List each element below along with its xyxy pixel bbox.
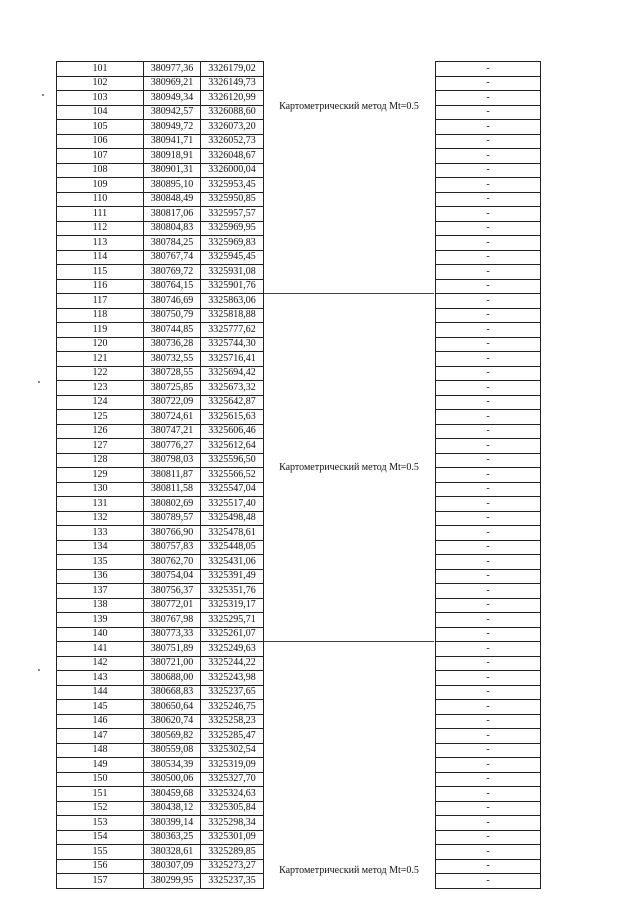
- point-number-cell: 130: [57, 482, 144, 497]
- x-coordinate-cell: 380688,00: [144, 671, 201, 686]
- x-coordinate-cell: 380767,74: [144, 250, 201, 265]
- x-coordinate-cell: 380725,85: [144, 381, 201, 396]
- coordinates-table: [56, 61, 541, 889]
- y-coordinate-cell: 3325945,45: [201, 250, 264, 265]
- point-number-cell: 129: [57, 468, 144, 483]
- point-number-cell: 117: [57, 294, 144, 309]
- point-number-cell: 111: [57, 207, 144, 222]
- dash-cell: -: [436, 801, 541, 816]
- x-coordinate-cell: 380744,85: [144, 323, 201, 338]
- x-coordinate-cell: 380534,39: [144, 758, 201, 773]
- method-cell: [264, 62, 435, 294]
- dash-cell: -: [436, 337, 541, 352]
- dash-cell: -: [436, 816, 541, 831]
- scan-speck: [42, 94, 44, 96]
- dash-cell: -: [436, 830, 541, 845]
- y-coordinate-cell: 3325744,30: [201, 337, 264, 352]
- method-label: Картометрический метод Mt=0.5: [279, 100, 419, 112]
- dash-cell: -: [436, 743, 541, 758]
- point-number-cell: 108: [57, 163, 144, 178]
- point-number-cell: 140: [57, 627, 144, 642]
- point-number-cell: 109: [57, 178, 144, 193]
- point-number-cell: 113: [57, 236, 144, 251]
- x-coordinate-cell: 380764,15: [144, 279, 201, 294]
- x-coordinate-cell: 380942,57: [144, 105, 201, 120]
- dash-cell: -: [436, 76, 541, 91]
- dash-cell: -: [436, 265, 541, 280]
- dash-cell: -: [436, 511, 541, 526]
- x-coordinate-cell: 380895,10: [144, 178, 201, 193]
- y-coordinate-cell: 3325298,34: [201, 816, 264, 831]
- y-coordinate-cell: 3325818,88: [201, 308, 264, 323]
- dash-cell: -: [436, 729, 541, 744]
- y-coordinate-cell: 3325243,98: [201, 671, 264, 686]
- y-coordinate-cell: 3326000,04: [201, 163, 264, 178]
- coordinates-table-body: [57, 62, 541, 889]
- y-coordinate-cell: 3325273,27: [201, 859, 264, 874]
- y-coordinate-cell: 3326120,99: [201, 91, 264, 106]
- x-coordinate-cell: 380363,25: [144, 830, 201, 845]
- point-number-cell: 155: [57, 845, 144, 860]
- x-coordinate-cell: 380728,55: [144, 366, 201, 381]
- dash-cell: -: [436, 874, 541, 889]
- point-number-cell: 139: [57, 613, 144, 628]
- x-coordinate-cell: 380949,34: [144, 91, 201, 106]
- point-number-cell: 148: [57, 743, 144, 758]
- y-coordinate-cell: 3325863,06: [201, 294, 264, 309]
- dash-cell: -: [436, 410, 541, 425]
- x-coordinate-cell: 380949,72: [144, 120, 201, 135]
- y-coordinate-cell: 3325694,42: [201, 366, 264, 381]
- dash-cell: -: [436, 236, 541, 251]
- point-number-cell: 107: [57, 149, 144, 164]
- dash-cell: -: [436, 758, 541, 773]
- dash-cell: -: [436, 366, 541, 381]
- dash-cell: -: [436, 569, 541, 584]
- point-number-cell: 122: [57, 366, 144, 381]
- point-number-cell: 114: [57, 250, 144, 265]
- y-coordinate-cell: 3325431,06: [201, 555, 264, 570]
- x-coordinate-cell: 380721,00: [144, 656, 201, 671]
- x-coordinate-cell: 380750,79: [144, 308, 201, 323]
- dash-cell: -: [436, 207, 541, 222]
- x-coordinate-cell: 380757,83: [144, 540, 201, 555]
- y-coordinate-cell: 3325391,49: [201, 569, 264, 584]
- point-number-cell: 116: [57, 279, 144, 294]
- y-coordinate-cell: 3325285,47: [201, 729, 264, 744]
- x-coordinate-cell: 380399,14: [144, 816, 201, 831]
- dash-cell: -: [436, 178, 541, 193]
- y-coordinate-cell: 3325950,85: [201, 192, 264, 207]
- dash-cell: -: [436, 134, 541, 149]
- dash-cell: -: [436, 250, 541, 265]
- y-coordinate-cell: 3325498,48: [201, 511, 264, 526]
- x-coordinate-cell: 380668,83: [144, 685, 201, 700]
- x-coordinate-cell: 380977,36: [144, 62, 201, 77]
- x-coordinate-cell: 380736,28: [144, 337, 201, 352]
- y-coordinate-cell: 3325642,87: [201, 395, 264, 410]
- point-number-cell: 110: [57, 192, 144, 207]
- y-coordinate-cell: 3326048,67: [201, 149, 264, 164]
- x-coordinate-cell: 380804,83: [144, 221, 201, 236]
- dash-cell: -: [436, 105, 541, 120]
- dash-cell: -: [436, 497, 541, 512]
- y-coordinate-cell: 3325901,76: [201, 279, 264, 294]
- table-row: [57, 62, 541, 77]
- point-number-cell: 147: [57, 729, 144, 744]
- dash-cell: -: [436, 598, 541, 613]
- dash-cell: -: [436, 120, 541, 135]
- y-coordinate-cell: 3325673,32: [201, 381, 264, 396]
- method-cell: [264, 294, 435, 642]
- dash-cell: -: [436, 613, 541, 628]
- dash-cell: -: [436, 642, 541, 657]
- dash-cell: -: [436, 439, 541, 454]
- dash-cell: -: [436, 540, 541, 555]
- y-coordinate-cell: 3325261,07: [201, 627, 264, 642]
- x-coordinate-cell: 380941,71: [144, 134, 201, 149]
- x-coordinate-cell: 380811,87: [144, 468, 201, 483]
- x-coordinate-cell: 380746,69: [144, 294, 201, 309]
- point-number-cell: 128: [57, 453, 144, 468]
- y-coordinate-cell: 3325327,70: [201, 772, 264, 787]
- y-coordinate-cell: 3325606,46: [201, 424, 264, 439]
- x-coordinate-cell: 380620,74: [144, 714, 201, 729]
- point-number-cell: 134: [57, 540, 144, 555]
- point-number-cell: 146: [57, 714, 144, 729]
- y-coordinate-cell: 3325319,17: [201, 598, 264, 613]
- point-number-cell: 154: [57, 830, 144, 845]
- y-coordinate-cell: 3325237,65: [201, 685, 264, 700]
- point-number-cell: 120: [57, 337, 144, 352]
- dash-cell: -: [436, 671, 541, 686]
- x-coordinate-cell: 380773,33: [144, 627, 201, 642]
- dash-cell: -: [436, 453, 541, 468]
- x-coordinate-cell: 380751,89: [144, 642, 201, 657]
- dash-cell: -: [436, 656, 541, 671]
- x-coordinate-cell: 380722,09: [144, 395, 201, 410]
- x-coordinate-cell: 380756,37: [144, 584, 201, 599]
- dash-cell: -: [436, 714, 541, 729]
- y-coordinate-cell: 3325249,63: [201, 642, 264, 657]
- x-coordinate-cell: 380969,21: [144, 76, 201, 91]
- point-number-cell: 151: [57, 787, 144, 802]
- point-number-cell: 157: [57, 874, 144, 889]
- y-coordinate-cell: 3325953,45: [201, 178, 264, 193]
- y-coordinate-cell: 3326179,02: [201, 62, 264, 77]
- point-number-cell: 144: [57, 685, 144, 700]
- y-coordinate-cell: 3325931,08: [201, 265, 264, 280]
- y-coordinate-cell: 3325319,09: [201, 758, 264, 773]
- point-number-cell: 132: [57, 511, 144, 526]
- y-coordinate-cell: 3325777,62: [201, 323, 264, 338]
- y-coordinate-cell: 3325305,84: [201, 801, 264, 816]
- point-number-cell: 101: [57, 62, 144, 77]
- method-label: Картометрический метод Mt=0.5: [279, 461, 419, 473]
- point-number-cell: 104: [57, 105, 144, 120]
- point-number-cell: 119: [57, 323, 144, 338]
- point-number-cell: 133: [57, 526, 144, 541]
- point-number-cell: 145: [57, 700, 144, 715]
- dash-cell: -: [436, 91, 541, 106]
- point-number-cell: 149: [57, 758, 144, 773]
- point-number-cell: 121: [57, 352, 144, 367]
- dash-cell: -: [436, 584, 541, 599]
- point-number-cell: 136: [57, 569, 144, 584]
- y-coordinate-cell: 3325957,57: [201, 207, 264, 222]
- x-coordinate-cell: 380811,58: [144, 482, 201, 497]
- dash-cell: -: [436, 62, 541, 77]
- x-coordinate-cell: 380798,03: [144, 453, 201, 468]
- table-row: [57, 642, 541, 657]
- y-coordinate-cell: 3325716,41: [201, 352, 264, 367]
- y-coordinate-cell: 3325969,95: [201, 221, 264, 236]
- y-coordinate-cell: 3325448,05: [201, 540, 264, 555]
- point-number-cell: 135: [57, 555, 144, 570]
- x-coordinate-cell: 380784,25: [144, 236, 201, 251]
- dash-cell: -: [436, 685, 541, 700]
- dash-cell: -: [436, 787, 541, 802]
- y-coordinate-cell: 3325596,50: [201, 453, 264, 468]
- dash-cell: -: [436, 845, 541, 860]
- point-number-cell: 106: [57, 134, 144, 149]
- x-coordinate-cell: 380817,06: [144, 207, 201, 222]
- scan-speck: [38, 669, 40, 671]
- point-number-cell: 150: [57, 772, 144, 787]
- x-coordinate-cell: 380901,31: [144, 163, 201, 178]
- y-coordinate-cell: 3325324,63: [201, 787, 264, 802]
- point-number-cell: 115: [57, 265, 144, 280]
- x-coordinate-cell: 380918,91: [144, 149, 201, 164]
- dash-cell: -: [436, 192, 541, 207]
- point-number-cell: 126: [57, 424, 144, 439]
- point-number-cell: 118: [57, 308, 144, 323]
- y-coordinate-cell: 3325969,83: [201, 236, 264, 251]
- y-coordinate-cell: 3325295,71: [201, 613, 264, 628]
- point-number-cell: 142: [57, 656, 144, 671]
- y-coordinate-cell: 3325566,52: [201, 468, 264, 483]
- x-coordinate-cell: 380802,69: [144, 497, 201, 512]
- y-coordinate-cell: 3326052,73: [201, 134, 264, 149]
- dash-cell: -: [436, 482, 541, 497]
- y-coordinate-cell: 3325612,64: [201, 439, 264, 454]
- dash-cell: -: [436, 859, 541, 874]
- point-number-cell: 102: [57, 76, 144, 91]
- x-coordinate-cell: 380732,55: [144, 352, 201, 367]
- dash-cell: -: [436, 308, 541, 323]
- y-coordinate-cell: 3325244,22: [201, 656, 264, 671]
- x-coordinate-cell: 380776,27: [144, 439, 201, 454]
- x-coordinate-cell: 380500,06: [144, 772, 201, 787]
- y-coordinate-cell: 3325302,54: [201, 743, 264, 758]
- dash-cell: -: [436, 555, 541, 570]
- y-coordinate-cell: 3325237,35: [201, 874, 264, 889]
- point-number-cell: 103: [57, 91, 144, 106]
- point-number-cell: 105: [57, 120, 144, 135]
- x-coordinate-cell: 380307,09: [144, 859, 201, 874]
- dash-cell: -: [436, 424, 541, 439]
- y-coordinate-cell: 3326073,20: [201, 120, 264, 135]
- x-coordinate-cell: 380767,98: [144, 613, 201, 628]
- dash-cell: -: [436, 149, 541, 164]
- dash-cell: -: [436, 352, 541, 367]
- dash-cell: -: [436, 279, 541, 294]
- point-number-cell: 124: [57, 395, 144, 410]
- point-number-cell: 131: [57, 497, 144, 512]
- y-coordinate-cell: 3326149,73: [201, 76, 264, 91]
- y-coordinate-cell: 3325301,09: [201, 830, 264, 845]
- x-coordinate-cell: 380569,82: [144, 729, 201, 744]
- method-label: Картометрический метод Mt=0.5: [279, 865, 419, 876]
- y-coordinate-cell: 3325517,40: [201, 497, 264, 512]
- dash-cell: -: [436, 323, 541, 338]
- dash-cell: -: [436, 772, 541, 787]
- x-coordinate-cell: 380772,01: [144, 598, 201, 613]
- x-coordinate-cell: 380762,70: [144, 555, 201, 570]
- x-coordinate-cell: 380769,72: [144, 265, 201, 280]
- x-coordinate-cell: 380747,21: [144, 424, 201, 439]
- point-number-cell: 153: [57, 816, 144, 831]
- x-coordinate-cell: 380789,57: [144, 511, 201, 526]
- point-number-cell: 112: [57, 221, 144, 236]
- y-coordinate-cell: 3325547,04: [201, 482, 264, 497]
- dash-cell: -: [436, 627, 541, 642]
- y-coordinate-cell: 3326088,60: [201, 105, 264, 120]
- dash-cell: -: [436, 294, 541, 309]
- x-coordinate-cell: 380724,61: [144, 410, 201, 425]
- point-number-cell: 125: [57, 410, 144, 425]
- method-cell: [264, 642, 435, 889]
- table-row: [57, 294, 541, 309]
- dash-cell: -: [436, 221, 541, 236]
- dash-cell: -: [436, 395, 541, 410]
- x-coordinate-cell: 380328,61: [144, 845, 201, 860]
- point-number-cell: 143: [57, 671, 144, 686]
- scan-speck: [38, 381, 40, 383]
- y-coordinate-cell: 3325615,63: [201, 410, 264, 425]
- y-coordinate-cell: 3325478,61: [201, 526, 264, 541]
- dash-cell: -: [436, 526, 541, 541]
- point-number-cell: 138: [57, 598, 144, 613]
- dash-cell: -: [436, 381, 541, 396]
- x-coordinate-cell: 380754,04: [144, 569, 201, 584]
- x-coordinate-cell: 380650,64: [144, 700, 201, 715]
- point-number-cell: 123: [57, 381, 144, 396]
- x-coordinate-cell: 380848,49: [144, 192, 201, 207]
- y-coordinate-cell: 3325246,75: [201, 700, 264, 715]
- point-number-cell: 137: [57, 584, 144, 599]
- x-coordinate-cell: 380299,95: [144, 874, 201, 889]
- point-number-cell: 127: [57, 439, 144, 454]
- x-coordinate-cell: 380438,12: [144, 801, 201, 816]
- dash-cell: -: [436, 163, 541, 178]
- point-number-cell: 156: [57, 859, 144, 874]
- y-coordinate-cell: 3325351,76: [201, 584, 264, 599]
- x-coordinate-cell: 380559,08: [144, 743, 201, 758]
- dash-cell: -: [436, 468, 541, 483]
- x-coordinate-cell: 380459,68: [144, 787, 201, 802]
- point-number-cell: 141: [57, 642, 144, 657]
- point-number-cell: 152: [57, 801, 144, 816]
- x-coordinate-cell: 380766,90: [144, 526, 201, 541]
- y-coordinate-cell: 3325258,23: [201, 714, 264, 729]
- y-coordinate-cell: 3325289,85: [201, 845, 264, 860]
- dash-cell: -: [436, 700, 541, 715]
